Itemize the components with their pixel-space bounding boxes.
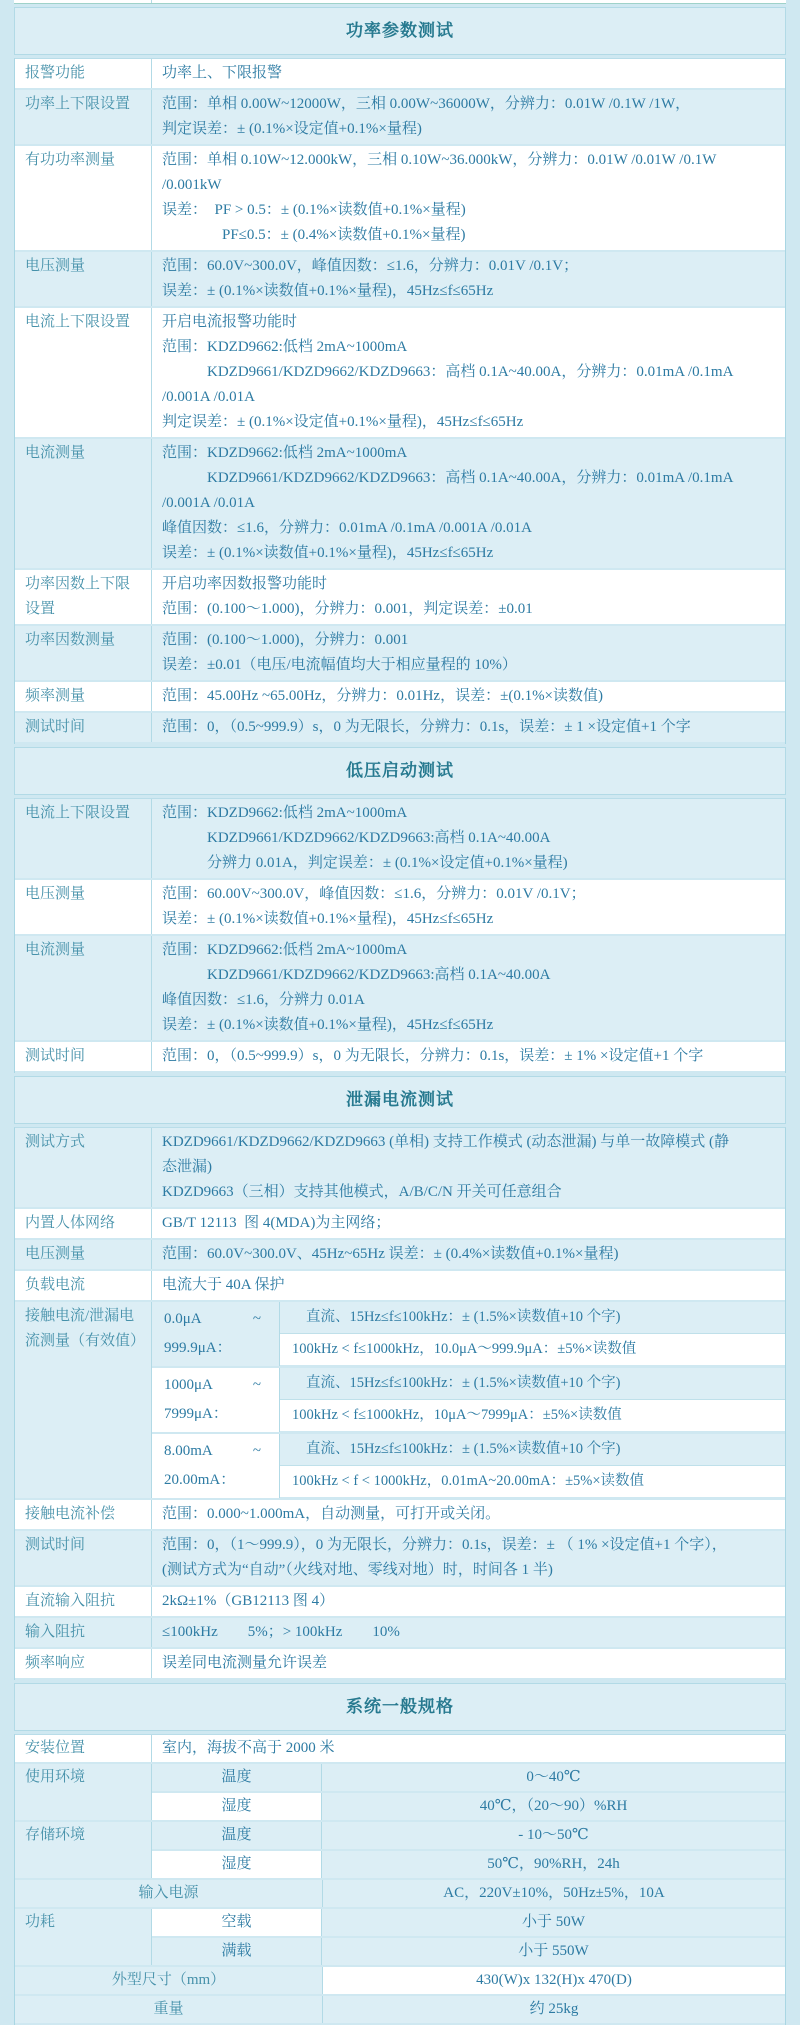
merged-row-label: 重量 — [15, 1996, 323, 2023]
spec-subrow — [152, 1793, 785, 1820]
label-line: 流测量（有效值） — [25, 1333, 146, 1349]
subrow-key: 温度 — [152, 1822, 322, 1849]
leak-error-cells — [280, 1434, 785, 1498]
range-from: 0.0μA — [164, 1311, 202, 1327]
range-from: 1000μA — [164, 1377, 213, 1393]
merged-row-value: 430(W)x 132(H)x 470(D) — [323, 1967, 785, 1994]
table-row — [15, 1271, 785, 1302]
label-line: 设置 — [25, 601, 56, 617]
row-value: 室内，海拔不高于 2000 米 — [162, 1740, 335, 1756]
leak-range-cell — [152, 1302, 280, 1366]
label-line: 电流上下限设置 — [25, 805, 131, 821]
row-content — [152, 252, 785, 306]
table-row — [15, 146, 785, 252]
content-line: 功率上、下限报警 — [162, 65, 283, 81]
spec-table — [14, 58, 786, 744]
subrow-value: 小于 50W — [322, 1909, 785, 1936]
table-edge-sliver — [14, 0, 786, 4]
spec-group-row — [15, 1909, 785, 1967]
label-line: 电流测量 — [25, 445, 86, 461]
content-line: /0.001kW — [162, 177, 222, 193]
row-label — [15, 682, 152, 711]
row-label — [15, 1531, 152, 1585]
row-label — [15, 1128, 152, 1207]
label-line: 有功功率测量 — [25, 152, 116, 168]
label-line: 测试时间 — [25, 719, 86, 735]
content-line: GB/T 12113 图 4(MDA)为主网络； — [162, 1215, 391, 1231]
table-row — [15, 439, 785, 570]
table-row — [15, 1531, 785, 1587]
spec-subrows — [152, 1909, 785, 1965]
row-content — [152, 1587, 785, 1616]
spec-subrow — [152, 1764, 785, 1793]
content-line: KDZD9661/KDZD9662/KDZD9663 (单相) 支持工作模式 (动态泄漏) 与单一故障模式 (静 — [162, 1134, 730, 1150]
row-content — [152, 1209, 785, 1238]
content-line: 峰值因数：≤1.6，分辨力 0.01A — [162, 992, 365, 1008]
table-row — [15, 880, 785, 936]
merged-row-label: 外型尺寸（mm） — [15, 1967, 323, 1994]
spec-subrow — [152, 1938, 785, 1965]
content-line: 误差：± (0.1%×读数值+0.1%×量程)，45Hz≤f≤65Hz — [162, 545, 494, 561]
content-line: 范围：(0.100～1.000)，分辨力：0.001 — [162, 632, 409, 648]
table-row — [15, 713, 785, 744]
label-line: 电压测量 — [25, 258, 86, 274]
table-row — [15, 936, 785, 1042]
row-label: 安装位置 — [15, 1735, 152, 1762]
row-label: 功耗 — [15, 1909, 152, 1965]
content-line: 电流大于 40A 保护 — [162, 1277, 285, 1293]
row-label — [15, 1042, 152, 1071]
content-line: 误差：±0.01（电压/电流幅值均大于相应量程的 10%） — [162, 657, 517, 673]
range-to: 999.9μA： — [164, 1340, 232, 1356]
label-line: 测试方式 — [25, 1134, 86, 1150]
content-line: KDZD9661/KDZD9662/KDZD9663：高档 0.1A~40.00A，分辨力：0.01mA /0.1mA — [162, 470, 734, 486]
table-row — [15, 1042, 785, 1073]
spec-merged-row — [15, 1967, 785, 1996]
section — [14, 1683, 786, 2025]
table-row — [15, 626, 785, 682]
row-content — [152, 308, 785, 437]
content-line: 2kΩ±1%（GB12113 图 4） — [162, 1593, 335, 1609]
row-content — [152, 626, 785, 680]
label-line: 功率上下限设置 — [25, 96, 131, 112]
content-line: KDZD9661/KDZD9662/KDZD9663:高档 0.1A~40.00A — [162, 830, 551, 846]
row-content — [152, 936, 785, 1040]
label-line: 报警功能 — [25, 65, 86, 81]
row-label — [15, 1649, 152, 1678]
spec-group-row — [15, 1822, 785, 1880]
content-line: 误差：± (0.1%×读数值+0.1%×量程)，45Hz≤f≤65Hz — [162, 1017, 494, 1033]
row-content — [152, 799, 785, 878]
table-row — [15, 1587, 785, 1618]
row-label — [15, 1587, 152, 1616]
row-label — [15, 252, 152, 306]
spec-subrows — [152, 1822, 785, 1878]
content-line: (测试方式为“自动”（火线对地、零线对地）时，时间各 1 半) — [162, 1562, 553, 1578]
row-label — [15, 1618, 152, 1647]
label-line: 接触电流/泄漏电 — [25, 1308, 135, 1324]
content-line: 范围：KDZD9662:低档 2mA~1000mA — [162, 445, 408, 461]
content-line: 范围：单相 0.00W~12000W，三相 0.00W~36000W，分辨力：0.01W /0.1W /1W， — [162, 96, 691, 112]
spec-subrow — [152, 1909, 785, 1938]
content-line: 范围：45.00Hz ~65.00Hz，分辨力：0.01Hz，误差：±(0.1%×读数值) — [162, 688, 604, 704]
row-label — [15, 880, 152, 934]
spec-table — [14, 1127, 786, 1680]
content-line: 范围：0.000~1.000mA，自动测量，可打开或关闭。 — [162, 1506, 501, 1522]
table-row — [15, 570, 785, 626]
range-start-line — [164, 1305, 261, 1334]
content-line: 误差： PF > 0.5：± (0.1%×读数值+0.1%×量程) — [162, 202, 466, 218]
subrow-value: 50℃，90%RH，24h — [322, 1851, 785, 1878]
table-row — [15, 308, 785, 439]
row-label — [15, 1500, 152, 1529]
label-line: 直流输入阻抗 — [25, 1593, 116, 1609]
row-content — [152, 1649, 785, 1678]
label-line: 负载电流 — [25, 1277, 86, 1293]
subrow-key: 满载 — [152, 1938, 322, 1965]
content-line: /0.001A /0.01A — [162, 389, 255, 405]
merged-row-value: AC，220V±10%，50Hz±5%，10A — [323, 1880, 785, 1907]
leak-error-high-freq: 100kHz < f≤1000kHz，10.0μA～999.9μA：±5%×读数值 — [280, 1334, 785, 1365]
row-label — [15, 936, 152, 1040]
leak-error-cells — [280, 1302, 785, 1366]
section-title: 低压启动测试 — [14, 747, 786, 795]
content-line: 判定误差：± (0.1%×设定值+0.1%×量程)，45Hz≤f≤65Hz — [162, 414, 524, 430]
spec-subrows — [152, 1764, 785, 1820]
leak-error-high-freq: 100kHz < f < 1000kHz，0.01mA~20.00mA：±5%×读数值 — [280, 1466, 785, 1497]
section-title: 功率参数测试 — [14, 7, 786, 55]
leak-range-cell — [152, 1434, 280, 1498]
content-line: 范围：KDZD9662:低档 2mA~1000mA — [162, 805, 408, 821]
spec-row — [15, 1735, 785, 1764]
row-label: 使用环境 — [15, 1764, 152, 1820]
label-line: 功率因数测量 — [25, 632, 116, 648]
content-line: 范围：0，（0.5~999.9）s，0 为无限长，分辨力：0.1s，误差：± 1% ×设定值+1 个字 — [162, 1048, 704, 1064]
row-label — [15, 713, 152, 742]
range-start-line — [164, 1371, 261, 1400]
content-line: 判定误差：± (0.1%×设定值+0.1%×量程) — [162, 121, 422, 137]
merged-row-label: 输入电源 — [15, 1880, 323, 1907]
row-label — [15, 1302, 152, 1498]
section-title: 泄漏电流测试 — [14, 1076, 786, 1124]
row-label: 存储环境 — [15, 1822, 152, 1878]
range-to: 7999μA： — [164, 1406, 228, 1422]
row-label — [15, 1271, 152, 1300]
row-content — [152, 90, 785, 144]
content-line: 开启电流报警功能时 — [162, 314, 298, 330]
row-content — [152, 1042, 785, 1071]
table-row — [15, 799, 785, 880]
row-label — [15, 90, 152, 144]
range-to: 20.00mA： — [164, 1472, 236, 1488]
content-line: 范围：60.0V~300.0V，峰值因数：≤1.6，分辨力：0.01V /0.1V； — [162, 258, 579, 274]
content-line: 分辨力 0.01A，判定误差：± (0.1%×设定值+0.1%×量程) — [162, 855, 568, 871]
spec-group-row — [15, 1764, 785, 1822]
subrow-value: 小于 550W — [322, 1938, 785, 1965]
table-row — [15, 1500, 785, 1531]
spec-merged-row — [15, 1880, 785, 1909]
label-line: 内置人体网络 — [25, 1215, 116, 1231]
content-line: 误差：± (0.1%×读数值+0.1%×量程)，45Hz≤f≤65Hz — [162, 911, 494, 927]
row-content — [152, 570, 785, 624]
content-line: 范围：单相 0.10W~12.000kW，三相 0.10W~36.000kW，分辨力：0.01W /0.01W /0.1W — [162, 152, 717, 168]
content-line: 开启功率因数报警功能时 — [162, 576, 328, 592]
content-line: 误差同电流测量允许误差 — [162, 1655, 328, 1671]
leak-range-block — [152, 1368, 785, 1434]
spec-subrow — [152, 1822, 785, 1851]
leak-error-low-freq: 直流、15Hz≤f≤100kHz：± (1.5%×读数值+10 个字) — [280, 1434, 785, 1466]
leak-range-block — [152, 1302, 785, 1368]
leak-error-low-freq: 直流、15Hz≤f≤100kHz：± (1.5%×读数值+10 个字) — [280, 1368, 785, 1400]
content-line: 态泄漏) — [162, 1159, 212, 1175]
label-line: 测试时间 — [25, 1048, 86, 1064]
content-line: KDZD9663（三相）支持其他模式，A/B/C/N 开关可任意组合 — [162, 1184, 562, 1200]
table-row — [15, 1128, 785, 1209]
row-content — [152, 1240, 785, 1269]
leak-measure-row — [15, 1302, 785, 1500]
row-content — [152, 1618, 785, 1647]
subrow-key: 湿度 — [152, 1851, 322, 1878]
label-line: 测试时间 — [25, 1537, 86, 1553]
label-line: 电流测量 — [25, 942, 86, 958]
row-content — [152, 59, 785, 88]
row-label — [15, 1209, 152, 1238]
column-divider — [151, 0, 152, 3]
leak-range-block — [152, 1434, 785, 1498]
table-row — [15, 682, 785, 713]
content-line: 峰值因数：≤1.6，分辨力：0.01mA /0.1mA /0.001A /0.01A — [162, 520, 532, 536]
row-label — [15, 1240, 152, 1269]
row-content — [152, 1500, 785, 1529]
table-row — [15, 1209, 785, 1240]
section — [14, 747, 786, 1073]
subrow-value: 40℃，（20～90）%RH — [322, 1793, 785, 1820]
table-row — [15, 90, 785, 146]
leak-error-cells — [280, 1368, 785, 1432]
table-row — [15, 252, 785, 308]
label-line: 频率响应 — [25, 1655, 86, 1671]
range-tilde: ~ — [252, 1443, 261, 1459]
merged-row-value: 约 25kg — [323, 1996, 785, 2023]
table-row — [15, 1618, 785, 1649]
content-line: KDZD9661/KDZD9662/KDZD9663：高档 0.1A~40.00A，分辨力：0.01mA /0.1mA — [162, 364, 734, 380]
subrow-key: 湿度 — [152, 1793, 322, 1820]
label-line: 电流上下限设置 — [25, 314, 131, 330]
content-line: 范围：60.00V~300.0V，峰值因数：≤1.6，分辨力：0.01V /0.1V； — [162, 886, 586, 902]
leak-error-high-freq: 100kHz < f≤1000kHz，10μA～7999μA：±5%×读数值 — [280, 1400, 785, 1431]
range-tilde: ~ — [252, 1311, 261, 1327]
label-line: 接触电流补偿 — [25, 1506, 116, 1522]
content-line: 范围：60.0V~300.0V、45Hz~65Hz 误差：± (0.4%×读数值+0.1%×量程) — [162, 1246, 619, 1262]
subrow-value: - 10～50℃ — [322, 1822, 785, 1849]
table-row — [15, 59, 785, 90]
row-label — [15, 799, 152, 878]
label-line: 频率测量 — [25, 688, 86, 704]
subrow-key: 空载 — [152, 1909, 322, 1936]
row-content — [152, 1128, 785, 1207]
table-row — [15, 1240, 785, 1271]
content-line: KDZD9661/KDZD9662/KDZD9663:高档 0.1A~40.00A — [162, 967, 551, 983]
range-from: 8.00mA — [164, 1443, 213, 1459]
table-row — [15, 1649, 785, 1680]
row-content — [152, 880, 785, 934]
section — [14, 1076, 786, 1680]
section — [14, 7, 786, 744]
leak-range-table — [152, 1302, 785, 1498]
section-title: 系统一般规格 — [14, 1683, 786, 1731]
content-line: 范围：0，（0.5~999.9）s，0 为无限长，分辨力：0.1s，误差：± 1 ×设定值+1 个字 — [162, 719, 691, 735]
row-content — [152, 713, 785, 742]
row-label — [15, 308, 152, 437]
content-line: ≤100kHz 5%；> 100kHz 10% — [162, 1624, 400, 1640]
spec-subrow — [152, 1851, 785, 1878]
spec-table — [14, 1734, 786, 2025]
content-line: 范围：KDZD9662:低档 2mA~1000mA — [162, 339, 408, 355]
range-start-line — [164, 1437, 261, 1466]
row-content — [152, 146, 785, 250]
content-line: 范围：KDZD9662:低档 2mA~1000mA — [162, 942, 408, 958]
subrow-value: 0～40℃ — [322, 1764, 785, 1791]
content-line: 范围：0，（1～999.9），0 为无限长，分辨力：0.1s，误差：± （ 1% ×设定值+1 个字）， — [162, 1537, 727, 1553]
row-label — [15, 626, 152, 680]
label-line: 电压测量 — [25, 886, 86, 902]
leak-range-cell — [152, 1368, 280, 1432]
row-label — [15, 146, 152, 250]
range-tilde: ~ — [252, 1377, 261, 1393]
content-line: 范围：(0.100～1.000)，分辨力：0.001，判定误差：±0.01 — [162, 601, 533, 617]
content-line: PF≤0.5：± (0.4%×读数值+0.1%×量程) — [162, 227, 466, 243]
spec-table — [14, 798, 786, 1073]
row-content — [152, 1531, 785, 1585]
label-line: 输入阻抗 — [25, 1624, 86, 1640]
row-content — [152, 1271, 785, 1300]
row-content — [152, 439, 785, 568]
content-line: /0.001A /0.01A — [162, 495, 255, 511]
subrow-key: 温度 — [152, 1764, 322, 1791]
row-label — [15, 59, 152, 88]
spec-merged-row — [15, 1996, 785, 2025]
leak-error-low-freq: 直流、15Hz≤f≤100kHz：± (1.5%×读数值+10 个字) — [280, 1302, 785, 1334]
row-label — [15, 439, 152, 568]
row-label — [15, 570, 152, 624]
label-line: 功率因数上下限 — [25, 576, 131, 592]
label-line: 电压测量 — [25, 1246, 86, 1262]
content-line: 误差：± (0.1%×读数值+0.1%×量程)，45Hz≤f≤65Hz — [162, 283, 494, 299]
row-content — [152, 682, 785, 711]
